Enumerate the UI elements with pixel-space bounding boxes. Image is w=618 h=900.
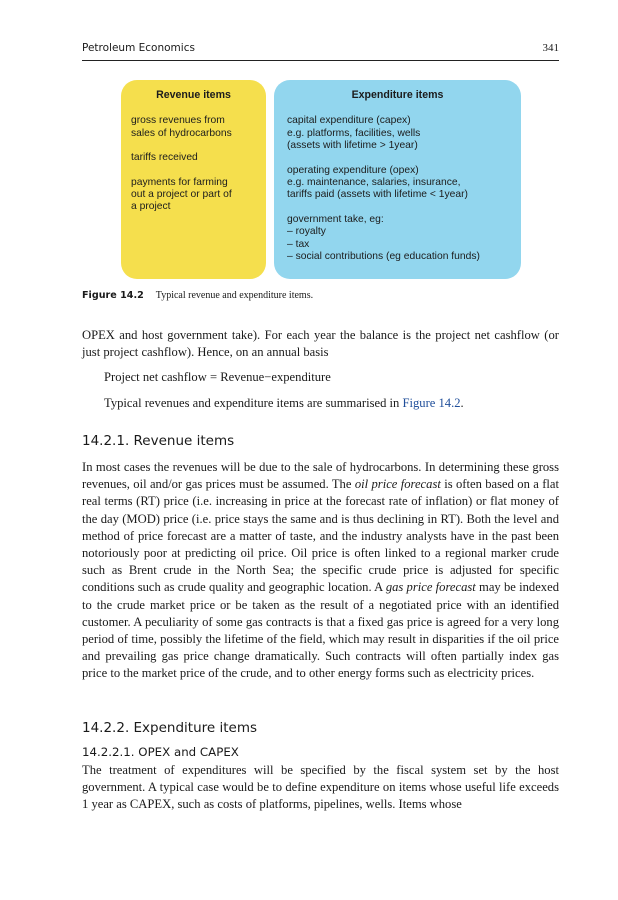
expenditure-box-title: Expenditure items: [351, 89, 444, 101]
page-number: 341: [542, 42, 559, 54]
cashflow-formula: Project net cashflow = Revenue−expenditure: [104, 370, 331, 384]
gas-price-forecast-term: gas price forecast: [385, 580, 476, 595]
revenue-text-c: may be indexed to the crude market price or be taken as the result of a negotiated price with an identified customer. A peculiarity of some gas contracts is that a fixed gas price is agreed for a very long period of time, possibly the lifetime of the field, which may result in disparities if the oil price and prevailing gas price change dramatically. Such contracts will often partially index gas price to the market price of the crude, and to other energy forms such as electricity prices.: [82, 580, 559, 681]
section-heading-revenue: 14.2.1. Revenue items: [82, 433, 235, 449]
revenue-text-a: In most cases the revenues will be due to the sale of hydrocarbons. In determining these gross revenues, oil and/or gas prices must be assumed. The: [82, 460, 559, 492]
figure-reference-text: Typical revenues and expenditure items are summarised in: [104, 396, 403, 410]
revenue-paragraph: [82, 459, 559, 683]
section-heading-expenditure: 14.2.2. Expenditure items: [82, 720, 258, 736]
revenue-box-title: Revenue items: [156, 89, 231, 101]
expenditure-group: operating expenditure (opex) e.g. maintenance, salaries, insurance, tariffs paid (assets with lifetime < 1year): [287, 164, 468, 201]
expenditure-group: government take, eg: – royalty – tax – social contributions (eg education funds): [287, 213, 480, 263]
expenditure-items-box: [274, 80, 521, 279]
revenue-text-b: is often based on a flat real terms (RT) price (i.e. increasing in price at the forecast rate of inflation) or flat money of the day (MOD) price (i.e. price stays the same and is thus declining in RT). Both the level and method of price forecast are a matter of taste, and the industry analysts have in the past been notoriously poor at predicting oil price. Oil price is often linked to a regional marker crude such as Brent crude in the North Sea; the specific crude price is adjusted for specific conditions such as crude quality and geographic location. A: [82, 477, 559, 595]
oil-price-forecast-term: oil price forecast: [354, 477, 441, 492]
revenue-group: gross revenues from sales of hydrocarbons: [131, 115, 232, 139]
figure-reference-end: .: [460, 396, 464, 410]
figure-caption: [82, 290, 313, 301]
figure-caption-text: Typical revenue and expenditure items.: [155, 290, 314, 301]
opex-capex-paragraph: The treatment of expenditures will be specified by the fiscal system set by the host government. A typical case would be to define expenditure on items whose useful life exceeds 1 year as CAPEX, such as costs of platforms, pipelines, wells. Items whose: [82, 763, 559, 812]
figure-link[interactable]: Figure 14.2: [402, 396, 461, 410]
running-header: [82, 42, 559, 61]
figure-reference-paragraph: [82, 395, 559, 412]
revenue-group: payments for farming out a project or part of a project: [131, 176, 232, 213]
revenue-items-box: [121, 80, 266, 279]
figure-caption-label: Figure 14.2: [82, 290, 144, 301]
subsection-heading-opex-capex: 14.2.2.1. OPEX and CAPEX: [82, 745, 239, 759]
running-title: Petroleum Economics: [82, 42, 195, 54]
expenditure-group: capital expenditure (capex) e.g. platforms, facilities, wells (assets with lifetime > 1year): [287, 115, 421, 152]
revenue-group: tariffs received: [131, 152, 198, 164]
intro-paragraph: OPEX and host government take). For each year the balance is the project net cashflow (or just project cashflow). Hence, on an annual basis: [82, 328, 559, 360]
